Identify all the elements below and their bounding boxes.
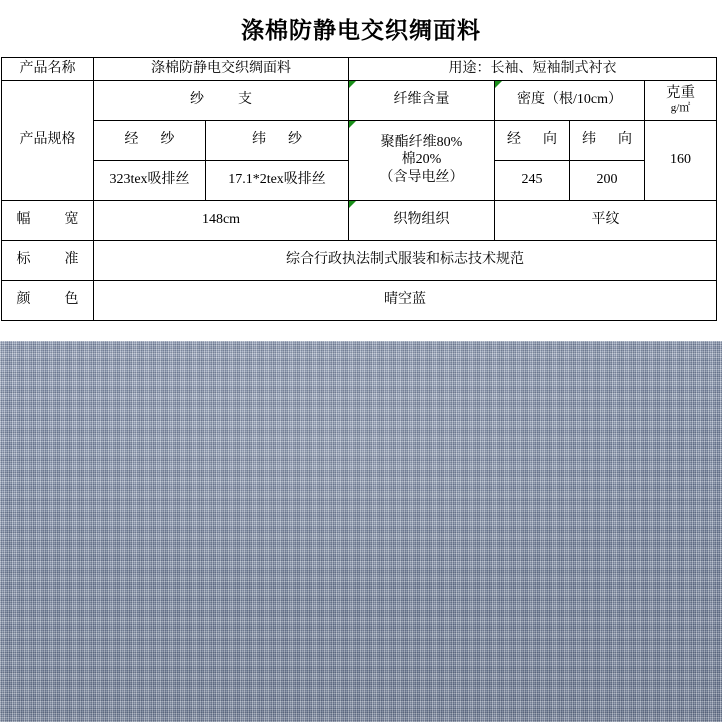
value-fiber-content bbox=[349, 120, 495, 200]
label-color-text: 颜 色 bbox=[16, 292, 79, 308]
table-row-standard bbox=[2, 240, 717, 280]
label-warp-yarn-text: 经 纱 bbox=[124, 132, 175, 148]
header-yarn-count-text: 纱 支 bbox=[190, 92, 252, 108]
label-weft-yarn-text: 纬 纱 bbox=[252, 132, 302, 148]
header-gram-weight bbox=[645, 80, 717, 120]
page-title-bar bbox=[0, 0, 722, 57]
value-standard: 综合行政执法制式服装和标志技术规范 bbox=[94, 240, 717, 280]
fabric-swatch-sheen bbox=[0, 341, 722, 722]
header-gram-weight-text: 克重 bbox=[666, 84, 695, 101]
label-weft-yarn bbox=[206, 120, 349, 160]
label-standard-text: 标 准 bbox=[16, 252, 79, 268]
label-color bbox=[2, 280, 94, 320]
value-color: 晴空蓝 bbox=[94, 280, 717, 320]
label-weave-text: 织物组织 bbox=[393, 212, 450, 228]
table-row-width bbox=[2, 200, 717, 240]
value-weft-yarn: 17.1*2tex吸排丝 bbox=[206, 160, 349, 200]
table-row-product-name bbox=[2, 58, 717, 81]
value-width: 148cm bbox=[94, 200, 349, 240]
comment-indicator-icon bbox=[349, 81, 356, 88]
label-width bbox=[2, 200, 94, 240]
value-product-usage: 用途：长袖、短袖制式衬衣 bbox=[349, 58, 717, 81]
header-density-text: 密度（根/10cm） bbox=[517, 92, 622, 108]
header-fiber-content-text: 纤维含量 bbox=[393, 92, 450, 108]
value-fiber-line-3: （含导电丝） bbox=[379, 169, 464, 185]
label-weave bbox=[349, 200, 495, 240]
label-density-weft bbox=[570, 120, 645, 160]
header-yarn-count bbox=[94, 80, 349, 120]
header-gram-weight-unit: g/㎡ bbox=[670, 102, 691, 115]
page-title: 涤棉防静电交织绸面料 bbox=[241, 18, 481, 43]
label-product-spec: 产品规格 bbox=[2, 80, 94, 200]
fabric-swatch-image bbox=[0, 341, 722, 722]
label-density-weft-text: 纬 向 bbox=[582, 132, 632, 148]
comment-indicator-icon bbox=[349, 121, 356, 128]
label-standard bbox=[2, 240, 94, 280]
specification-table bbox=[1, 57, 717, 321]
value-density-warp: 245 bbox=[495, 160, 570, 200]
comment-indicator-icon bbox=[495, 81, 502, 88]
table-row-color bbox=[2, 280, 717, 320]
value-fiber-line-2: 棉20% bbox=[401, 152, 442, 168]
value-density-weft: 200 bbox=[570, 160, 645, 200]
header-fiber-content bbox=[349, 80, 495, 120]
table-row-yarn-labels bbox=[2, 120, 717, 160]
label-density-warp bbox=[495, 120, 570, 160]
table-row-spec-headers bbox=[2, 80, 717, 120]
label-product-name: 产品名称 bbox=[2, 58, 94, 81]
value-warp-yarn: 323tex吸排丝 bbox=[94, 160, 206, 200]
value-fiber-line-1: 聚酯纤维80% bbox=[380, 134, 463, 150]
value-gram-weight: 160 bbox=[645, 120, 717, 200]
label-width-text: 幅 宽 bbox=[16, 212, 79, 228]
comment-indicator-icon bbox=[349, 201, 356, 208]
label-density-warp-text: 经 向 bbox=[507, 132, 557, 148]
header-density bbox=[495, 80, 645, 120]
value-product-name: 涤棉防静电交织绸面料 bbox=[94, 58, 349, 81]
label-warp-yarn bbox=[94, 120, 206, 160]
value-weave: 平纹 bbox=[495, 200, 717, 240]
